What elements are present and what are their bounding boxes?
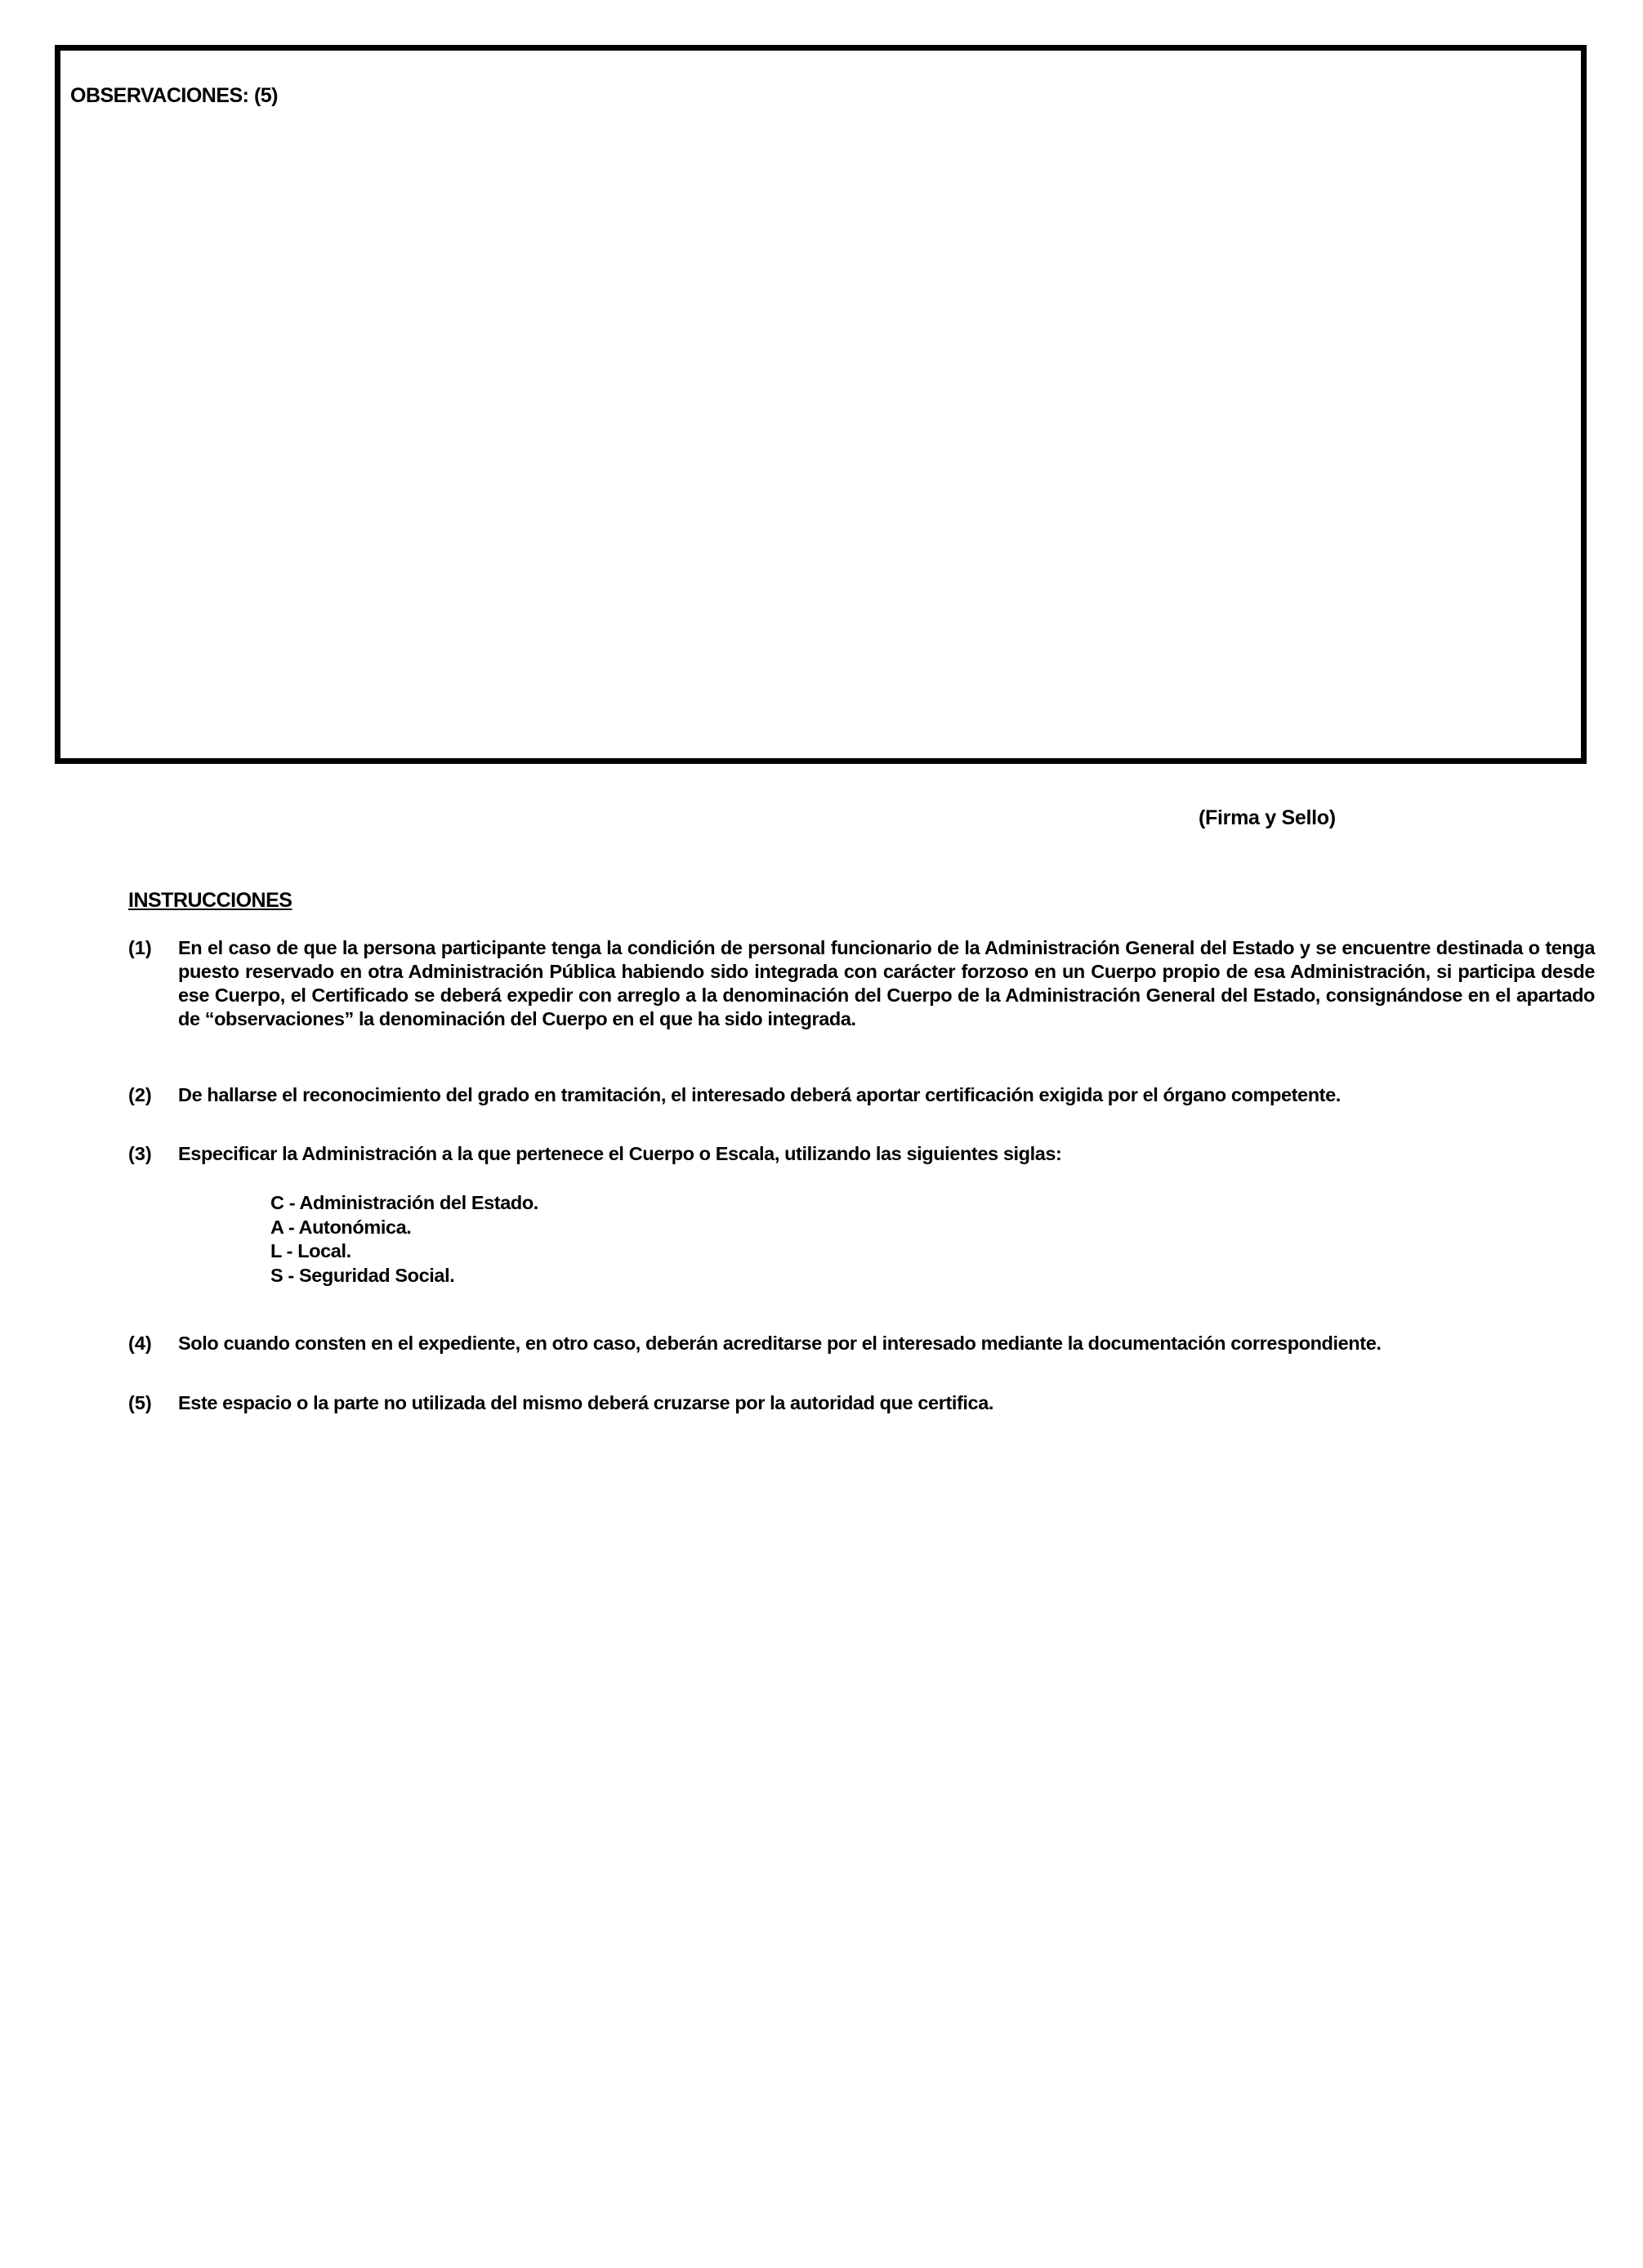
note-number: (1): [128, 937, 152, 958]
observaciones-box: [55, 45, 1587, 764]
note-text: Solo cuando consten en el expediente, en otro caso, deberán acreditarse por el interesado mediante la documentación correspondiente.: [178, 1333, 1382, 1354]
note-number: (4): [128, 1333, 152, 1354]
sigla-item: L - Local.: [270, 1240, 351, 1261]
instruction-note-3: [128, 1142, 1595, 1166]
instruction-note-4: [128, 1332, 1595, 1355]
sigla-item: A - Autonómica.: [270, 1216, 412, 1238]
instruction-note-5: [128, 1391, 1595, 1415]
firma-sello-label: (Firma y Sello): [1199, 806, 1336, 829]
note-number: (2): [128, 1084, 152, 1105]
sigla-item: S - Seguridad Social.: [270, 1264, 455, 1286]
note-text: En el caso de que la persona participante tenga la condición de personal funcionario de la Administración General del Estado y se encuentre destinada o tenga puesto reservado en otra Administración Pública habiendo sido integrada con carácter forzoso en un Cuerpo propio de esa Administración, si participa desde ese Cuerpo, el Certificado se deberá expedir con arreglo a la denominación del Cuerpo de la Administración General del Estado, consignándose en el apartado de “observaciones” la denominación del Cuerpo en el que ha sido integrada.: [178, 937, 1595, 1029]
instruction-note-2: [128, 1083, 1595, 1107]
instruction-note-1: [128, 936, 1595, 1031]
note-text: Este espacio o la parte no utilizada del mismo deberá cruzarse por la autoridad que certifica.: [178, 1392, 994, 1413]
sigla-item: C - Administración del Estado.: [270, 1192, 538, 1213]
note-text: Especificar la Administración a la que pertenece el Cuerpo o Escala, utilizando las siguientes siglas:: [178, 1143, 1062, 1164]
siglas-list: [270, 1191, 538, 1288]
note-number: (5): [128, 1392, 152, 1413]
observaciones-label: OBSERVACIONES: (5): [70, 84, 279, 107]
note-number: (3): [128, 1143, 152, 1164]
instrucciones-title: INSTRUCCIONES: [128, 889, 292, 912]
note-text: De hallarse el reconocimiento del grado en tramitación, el interesado deberá aportar certificación exigida por el órgano competente.: [178, 1084, 1341, 1105]
